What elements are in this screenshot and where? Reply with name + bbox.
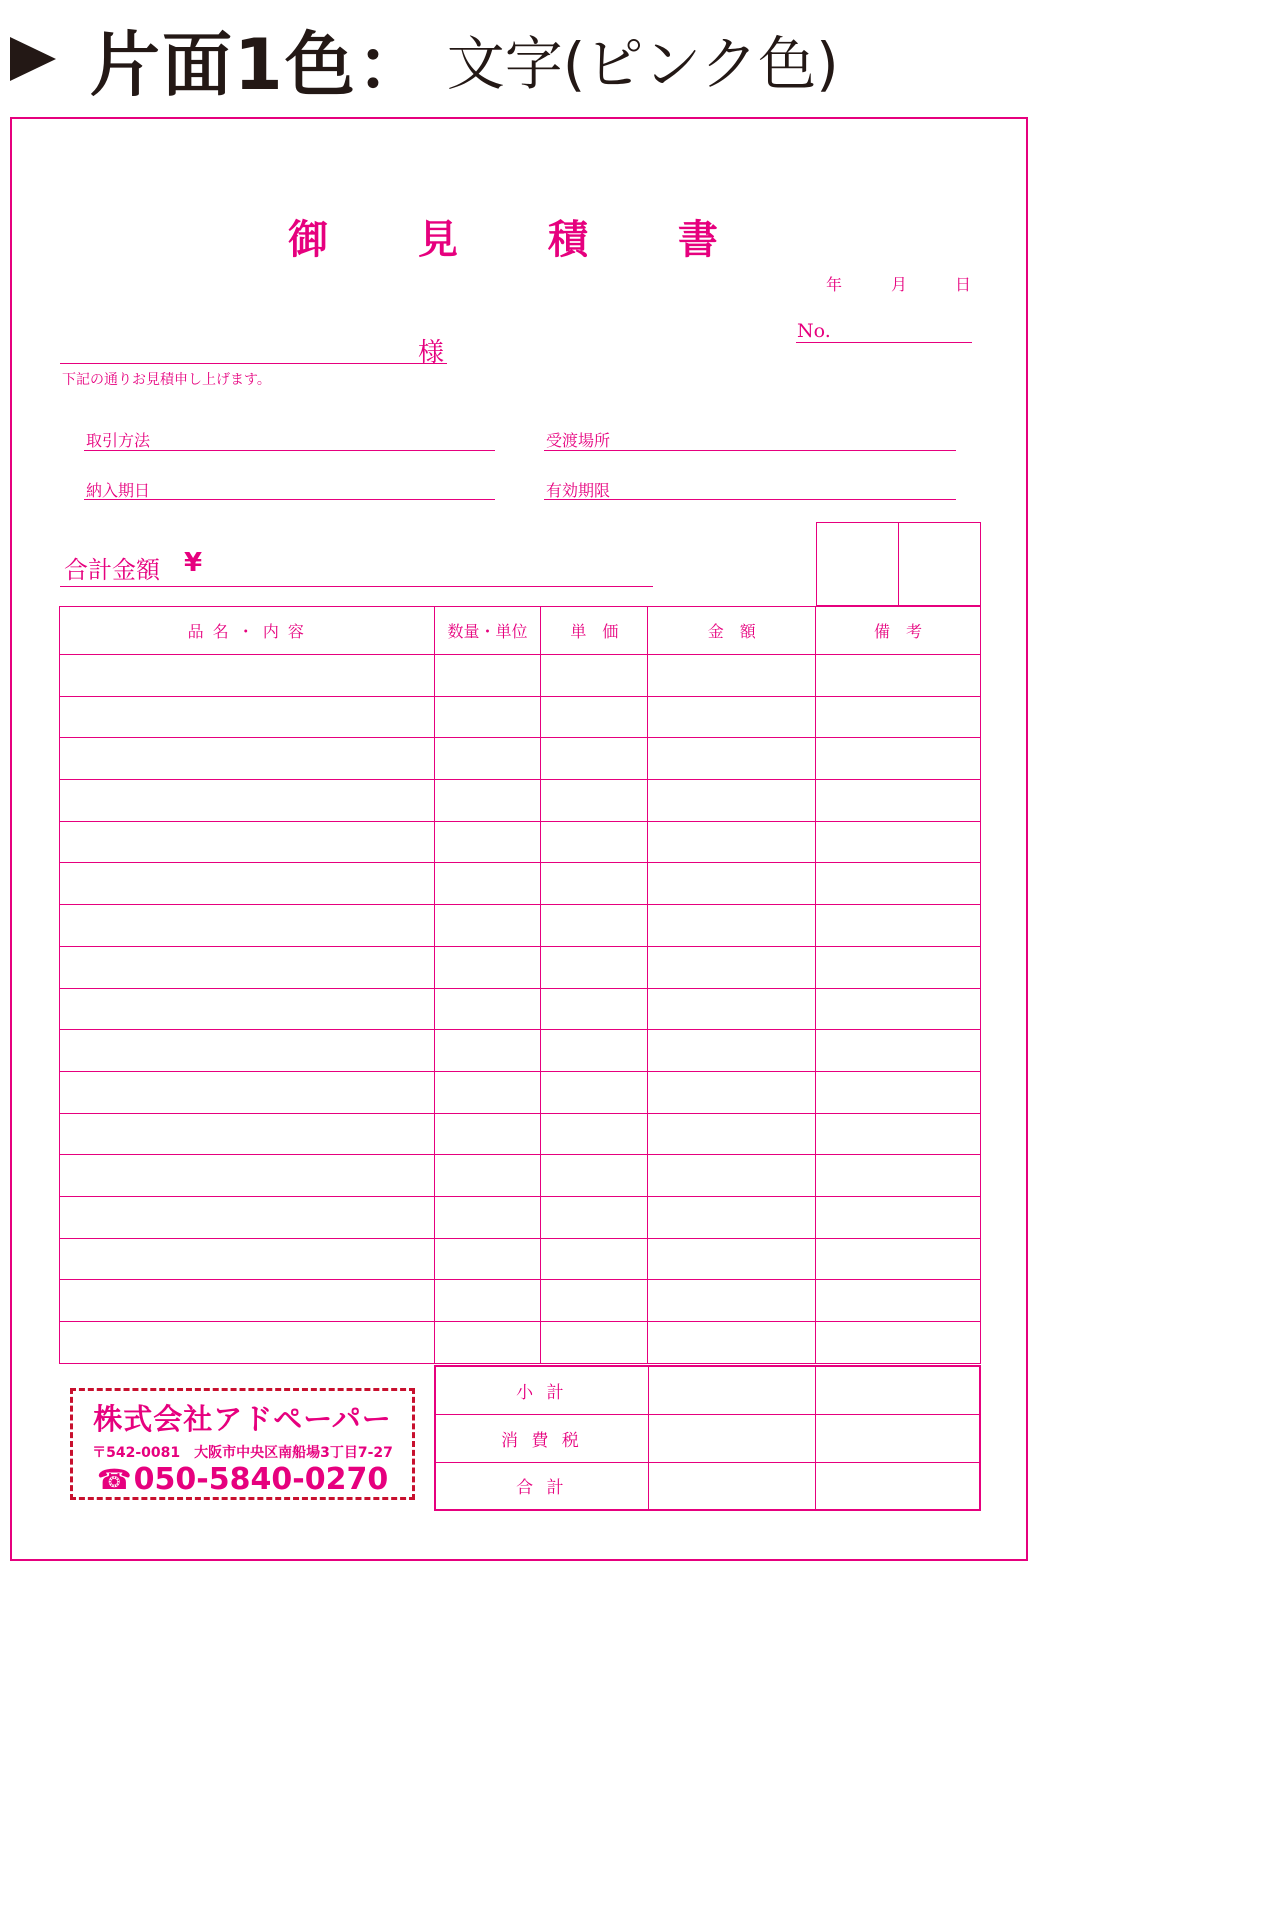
total-amount-line[interactable] [60, 586, 653, 587]
header-remarks: 備 考 [816, 607, 981, 655]
item-name-cell[interactable] [60, 946, 435, 988]
table-row [60, 946, 981, 988]
quantity-unit-cell[interactable] [434, 696, 541, 738]
remarks-cell[interactable] [816, 1113, 981, 1155]
item-name-cell[interactable] [60, 1030, 435, 1072]
quantity-unit-cell[interactable] [434, 988, 541, 1030]
yen-symbol: ¥ [184, 548, 203, 578]
total-amount-cell[interactable] [648, 1462, 815, 1510]
amount-cell[interactable] [648, 1196, 816, 1238]
table-row [60, 1238, 981, 1280]
payment-method-label: 取引方法 [86, 431, 151, 450]
item-name-cell[interactable] [60, 905, 435, 947]
subtotal-remarks-cell[interactable] [816, 1366, 980, 1414]
item-name-cell[interactable] [60, 1071, 435, 1113]
item-name-cell[interactable] [60, 1238, 435, 1280]
remarks-cell[interactable] [816, 821, 981, 863]
sama-label: 様 [418, 338, 445, 368]
month-label: 月 [891, 275, 908, 294]
quantity-unit-cell[interactable] [434, 1030, 541, 1072]
quantity-unit-cell[interactable] [434, 1113, 541, 1155]
unit-price-cell[interactable] [541, 1238, 648, 1280]
subtotal-label: 小 計 [435, 1366, 648, 1414]
unit-price-cell[interactable] [541, 780, 648, 822]
table-row [60, 696, 981, 738]
item-name-cell[interactable] [60, 821, 435, 863]
remarks-cell[interactable] [816, 1238, 981, 1280]
amount-cell[interactable] [648, 946, 816, 988]
remarks-cell[interactable] [816, 1030, 981, 1072]
remarks-cell[interactable] [816, 863, 981, 905]
remarks-cell[interactable] [816, 1155, 981, 1197]
amount-cell[interactable] [648, 738, 816, 780]
item-name-cell[interactable] [60, 655, 435, 697]
remarks-cell[interactable] [816, 738, 981, 780]
table-row [60, 905, 981, 947]
amount-cell[interactable] [648, 821, 816, 863]
unit-price-cell[interactable] [541, 1071, 648, 1113]
amount-cell[interactable] [648, 655, 816, 697]
table-header-row [60, 607, 981, 655]
quantity-unit-cell[interactable] [434, 1322, 541, 1364]
intro-text: 下記の通りお見積申し上げます。 [62, 372, 271, 388]
amount-cell[interactable] [648, 988, 816, 1030]
quantity-unit-cell[interactable] [434, 1238, 541, 1280]
unit-price-cell[interactable] [541, 1030, 648, 1072]
remarks-cell[interactable] [816, 988, 981, 1030]
remarks-cell[interactable] [816, 946, 981, 988]
remarks-cell[interactable] [816, 1071, 981, 1113]
delivery-place-label: 受渡場所 [546, 431, 611, 450]
amount-cell[interactable] [648, 1280, 816, 1322]
heading-bold-text: 片面1色： [90, 23, 429, 106]
stamp-boxes [816, 522, 981, 606]
valid-until-line[interactable] [544, 499, 956, 500]
quantity-unit-cell[interactable] [434, 905, 541, 947]
remarks-cell[interactable] [816, 1280, 981, 1322]
tax-remarks-cell[interactable] [816, 1414, 980, 1462]
unit-price-cell[interactable] [541, 655, 648, 697]
table-row [60, 821, 981, 863]
table-row [60, 1030, 981, 1072]
remarks-cell[interactable] [816, 1196, 981, 1238]
quantity-unit-cell[interactable] [434, 1155, 541, 1197]
item-name-cell[interactable] [60, 1196, 435, 1238]
unit-price-cell[interactable] [541, 738, 648, 780]
table-row [60, 655, 981, 697]
total-remarks-cell[interactable] [816, 1462, 980, 1510]
remarks-cell[interactable] [816, 696, 981, 738]
table-row [60, 780, 981, 822]
unit-price-cell[interactable] [541, 696, 648, 738]
company-phone: 050-5840-0270 [133, 1462, 389, 1497]
quantity-unit-cell[interactable] [434, 863, 541, 905]
delivery-place-line[interactable] [544, 450, 956, 451]
quantity-unit-cell[interactable] [434, 738, 541, 780]
header-unit-price: 単 価 [541, 607, 648, 655]
header-quantity-unit: 数量・単位 [434, 607, 541, 655]
stamp-box[interactable] [817, 523, 899, 606]
company-address: 〒542-0081 大阪市中央区南船場3丁目7-27 [92, 1445, 393, 1461]
header-item-name: 品 名 ・ 内 容 [60, 607, 435, 655]
unit-price-cell[interactable] [541, 1280, 648, 1322]
table-row [60, 1196, 981, 1238]
delivery-date-label: 納入期日 [86, 481, 151, 500]
item-name-cell[interactable] [60, 1322, 435, 1364]
unit-price-cell[interactable] [541, 1322, 648, 1364]
subtotal-amount-cell[interactable] [648, 1366, 815, 1414]
quantity-unit-cell[interactable] [434, 1196, 541, 1238]
day-label: 日 [955, 275, 972, 294]
total-amount-label: 合計金額 [64, 556, 160, 584]
remarks-cell[interactable] [816, 780, 981, 822]
item-name-cell[interactable] [60, 1113, 435, 1155]
remarks-cell[interactable] [816, 1322, 981, 1364]
telephone-icon: ☎ [96, 1463, 132, 1496]
customer-name-line[interactable] [60, 363, 447, 364]
header-amount: 金 額 [648, 607, 816, 655]
heading-normal-text: 文字(ピンク色) [446, 30, 839, 98]
table-row [60, 738, 981, 780]
triangle-bullet-icon [10, 37, 56, 81]
amount-cell[interactable] [648, 780, 816, 822]
summary-table [434, 1365, 981, 1511]
quantity-unit-cell[interactable] [434, 946, 541, 988]
table-row [60, 1071, 981, 1113]
page-heading [10, 14, 839, 104]
unit-price-cell[interactable] [541, 1113, 648, 1155]
table-row [60, 1280, 981, 1322]
table-row [60, 1113, 981, 1155]
table-row [60, 988, 981, 1030]
amount-cell[interactable] [648, 696, 816, 738]
stamp-box[interactable] [899, 523, 981, 606]
form-title: 御 見 積 書 [288, 216, 756, 263]
total-label: 合 計 [435, 1462, 648, 1510]
item-name-cell[interactable] [60, 696, 435, 738]
unit-price-cell[interactable] [541, 1155, 648, 1197]
quantity-unit-cell[interactable] [434, 780, 541, 822]
remarks-cell[interactable] [816, 905, 981, 947]
item-name-cell[interactable] [60, 738, 435, 780]
company-name: 株式会社アドペーパー [93, 1402, 392, 1436]
amount-cell[interactable] [648, 863, 816, 905]
amount-cell[interactable] [648, 1238, 816, 1280]
quantity-unit-cell[interactable] [434, 1280, 541, 1322]
tax-label: 消 費 税 [435, 1414, 648, 1462]
unit-price-cell[interactable] [541, 946, 648, 988]
unit-price-cell[interactable] [541, 863, 648, 905]
unit-price-cell[interactable] [541, 988, 648, 1030]
item-name-cell[interactable] [60, 863, 435, 905]
year-label: 年 [826, 275, 843, 294]
amount-cell[interactable] [648, 1030, 816, 1072]
no-label: No. [797, 320, 831, 342]
item-name-cell[interactable] [60, 1155, 435, 1197]
no-underline[interactable] [796, 342, 972, 343]
amount-cell[interactable] [648, 1113, 816, 1155]
quantity-unit-cell[interactable] [434, 655, 541, 697]
quantity-unit-cell[interactable] [434, 1071, 541, 1113]
amount-cell[interactable] [648, 1155, 816, 1197]
company-stamp [70, 1388, 415, 1500]
item-name-cell[interactable] [60, 988, 435, 1030]
amount-cell[interactable] [648, 1322, 816, 1364]
items-table [59, 606, 981, 1364]
unit-price-cell[interactable] [541, 905, 648, 947]
table-row [60, 1155, 981, 1197]
valid-until-label: 有効期限 [546, 481, 611, 500]
table-row [60, 1322, 981, 1364]
item-name-cell[interactable] [60, 780, 435, 822]
payment-method-line[interactable] [84, 450, 495, 451]
amount-cell[interactable] [648, 905, 816, 947]
item-name-cell[interactable] [60, 1280, 435, 1322]
unit-price-cell[interactable] [541, 821, 648, 863]
tax-amount-cell[interactable] [648, 1414, 815, 1462]
unit-price-cell[interactable] [541, 1196, 648, 1238]
quantity-unit-cell[interactable] [434, 821, 541, 863]
remarks-cell[interactable] [816, 655, 981, 697]
table-row [60, 863, 981, 905]
company-phone-row [73, 1462, 412, 1497]
amount-cell[interactable] [648, 1071, 816, 1113]
delivery-date-line[interactable] [84, 499, 495, 500]
